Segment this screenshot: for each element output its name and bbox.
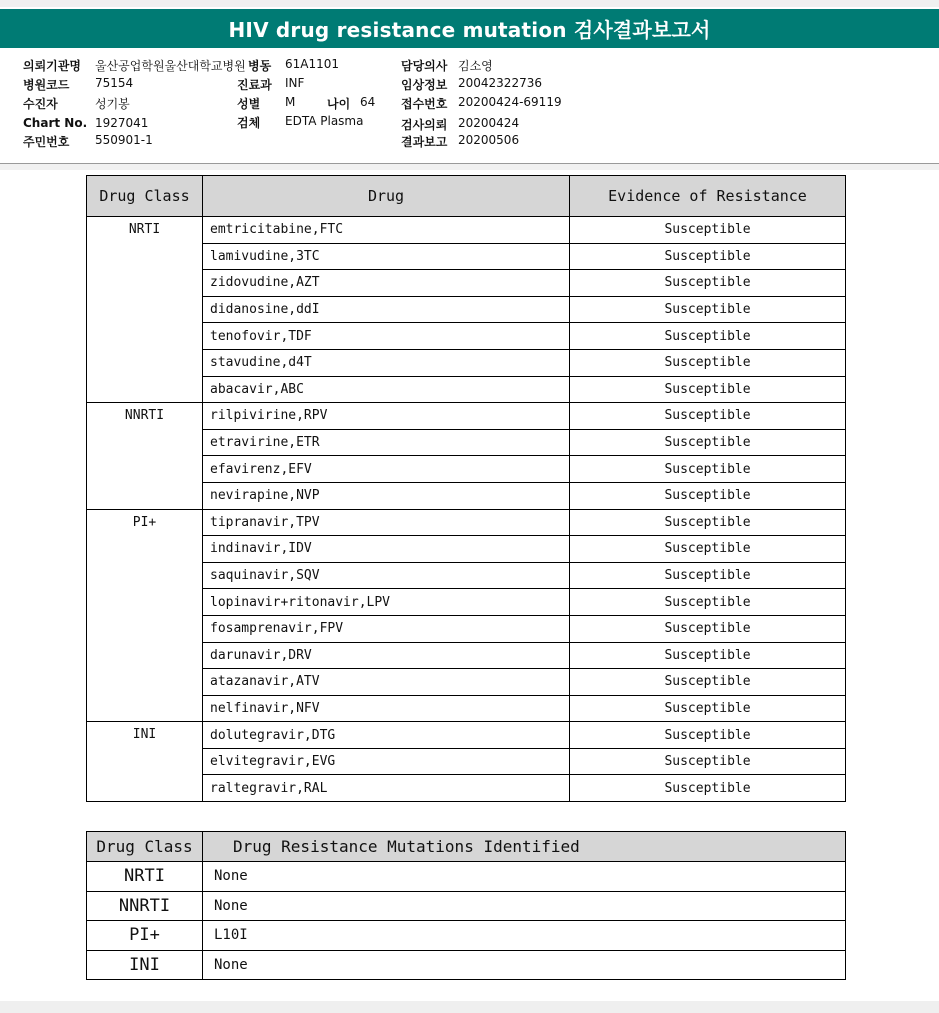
evidence-cell: Susceptible [570, 349, 846, 376]
drug-cell: dolutegravir,DTG [203, 722, 570, 749]
doctor-value: 김소영 [458, 59, 493, 73]
header-mutation-drug-class: Drug Class [87, 832, 203, 862]
evidence-cell: Susceptible [570, 456, 846, 483]
drug-cell: etravirine,ETR [203, 429, 570, 456]
evidence-cell: Susceptible [570, 669, 846, 696]
evidence-cell: Susceptible [570, 482, 846, 509]
evidence-cell: Susceptible [570, 270, 846, 297]
department-label: 진료과 [237, 78, 272, 92]
clinical-info-label: 임상정보 [401, 78, 448, 92]
top-gap [0, 0, 939, 7]
table-row [87, 891, 846, 921]
chart-no-label: Chart No. [23, 116, 88, 130]
resistance-table [86, 175, 846, 802]
table-row [87, 921, 846, 951]
test-request-value: 20200424 [458, 116, 520, 130]
report-title: HIV drug resistance mutation 검사결과보고서 [0, 9, 939, 48]
resident-no-value: 550901-1 [95, 133, 153, 147]
table-row [87, 950, 846, 980]
specimen-label: 검체 [237, 116, 261, 130]
drug-cell: rilpivirine,RPV [203, 403, 570, 430]
ward-label: 병동 [248, 59, 272, 73]
drug-class-cell: NRTI [87, 217, 203, 403]
drug-cell: lamivudine,3TC [203, 243, 570, 270]
table-row [87, 509, 846, 536]
drug-cell: atazanavir,ATV [203, 669, 570, 696]
evidence-cell: Susceptible [570, 403, 846, 430]
drug-cell: nelfinavir,NFV [203, 695, 570, 722]
drug-cell: stavudine,d4T [203, 349, 570, 376]
drug-cell: fosamprenavir,FPV [203, 615, 570, 642]
table-row [87, 862, 846, 892]
mutation-class-cell: INI [87, 950, 203, 980]
mutation-class-cell: PI+ [87, 921, 203, 951]
info-band [0, 164, 939, 170]
drug-class-cell: PI+ [87, 509, 203, 722]
department-value: INF [285, 76, 305, 90]
bottom-band [0, 1001, 939, 1013]
mutation-value-cell: None [203, 891, 846, 921]
age-label: 나이 [327, 97, 351, 111]
mutation-header-row [87, 832, 846, 862]
resistance-header-row [87, 176, 846, 217]
drug-class-cell: INI [87, 722, 203, 802]
reception-no-label: 접수번호 [401, 97, 448, 111]
evidence-cell: Susceptible [570, 243, 846, 270]
age-value: 64 [360, 95, 376, 109]
evidence-cell: Susceptible [570, 642, 846, 669]
result-report-value: 20200506 [458, 133, 520, 147]
evidence-cell: Susceptible [570, 376, 846, 403]
sex-label: 성별 [237, 97, 261, 111]
mutation-value-cell: None [203, 950, 846, 980]
header-drug-class: Drug Class [87, 176, 203, 217]
mutation-table [86, 831, 846, 980]
evidence-cell: Susceptible [570, 217, 846, 244]
drug-cell: indinavir,IDV [203, 536, 570, 563]
resident-no-label: 주민번호 [23, 135, 70, 149]
evidence-cell: Susceptible [570, 775, 846, 802]
patient-info [0, 48, 939, 163]
evidence-cell: Susceptible [570, 536, 846, 563]
recipient-value: 성기봉 [95, 97, 130, 111]
drug-cell: nevirapine,NVP [203, 482, 570, 509]
mutation-class-cell: NNRTI [87, 891, 203, 921]
drug-cell: raltegravir,RAL [203, 775, 570, 802]
header-drug: Drug [203, 176, 570, 217]
drug-cell: lopinavir+ritonavir,LPV [203, 589, 570, 616]
table-row [87, 722, 846, 749]
drug-cell: tenofovir,TDF [203, 323, 570, 350]
chart-no-value: 1927041 [95, 116, 149, 130]
drug-class-cell: NNRTI [87, 403, 203, 509]
hospital-code-value: 75154 [95, 76, 134, 90]
mutation-value-cell: L10I [203, 921, 846, 951]
doctor-label: 담당의사 [401, 59, 448, 73]
recipient-label: 수진자 [23, 97, 58, 111]
evidence-cell: Susceptible [570, 615, 846, 642]
drug-cell: efavirenz,EFV [203, 456, 570, 483]
evidence-cell: Susceptible [570, 695, 846, 722]
evidence-cell: Susceptible [570, 722, 846, 749]
drug-cell: didanosine,ddI [203, 296, 570, 323]
drug-cell: abacavir,ABC [203, 376, 570, 403]
sex-value: M [285, 95, 296, 109]
result-report-label: 결과보고 [401, 135, 448, 149]
evidence-cell: Susceptible [570, 429, 846, 456]
reception-no-value: 20200424-69119 [458, 95, 562, 109]
evidence-cell: Susceptible [570, 509, 846, 536]
institution-value: 울산공업학원울산대학교병원 [95, 59, 246, 73]
mutation-class-cell: NRTI [87, 862, 203, 892]
ward-value: 61A1101 [285, 57, 340, 71]
drug-cell: saquinavir,SQV [203, 562, 570, 589]
mutation-table-body [87, 862, 846, 980]
resistance-table-body [87, 217, 846, 802]
table-row [87, 403, 846, 430]
drug-cell: zidovudine,AZT [203, 270, 570, 297]
evidence-cell: Susceptible [570, 562, 846, 589]
header-mutations-identified: Drug Resistance Mutations Identified [203, 832, 846, 862]
evidence-cell: Susceptible [570, 589, 846, 616]
drug-cell: elvitegravir,EVG [203, 748, 570, 775]
evidence-cell: Susceptible [570, 296, 846, 323]
drug-cell: emtricitabine,FTC [203, 217, 570, 244]
drug-cell: darunavir,DRV [203, 642, 570, 669]
header-evidence: Evidence of Resistance [570, 176, 846, 217]
evidence-cell: Susceptible [570, 323, 846, 350]
hospital-code-label: 병원코드 [23, 78, 70, 92]
test-request-label: 검사의뢰 [401, 118, 448, 132]
drug-cell: tipranavir,TPV [203, 509, 570, 536]
specimen-value: EDTA Plasma [285, 114, 364, 128]
evidence-cell: Susceptible [570, 748, 846, 775]
mutation-value-cell: None [203, 862, 846, 892]
clinical-info-value: 20042322736 [458, 76, 542, 90]
institution-label: 의뢰기관명 [23, 59, 81, 73]
table-row [87, 217, 846, 244]
